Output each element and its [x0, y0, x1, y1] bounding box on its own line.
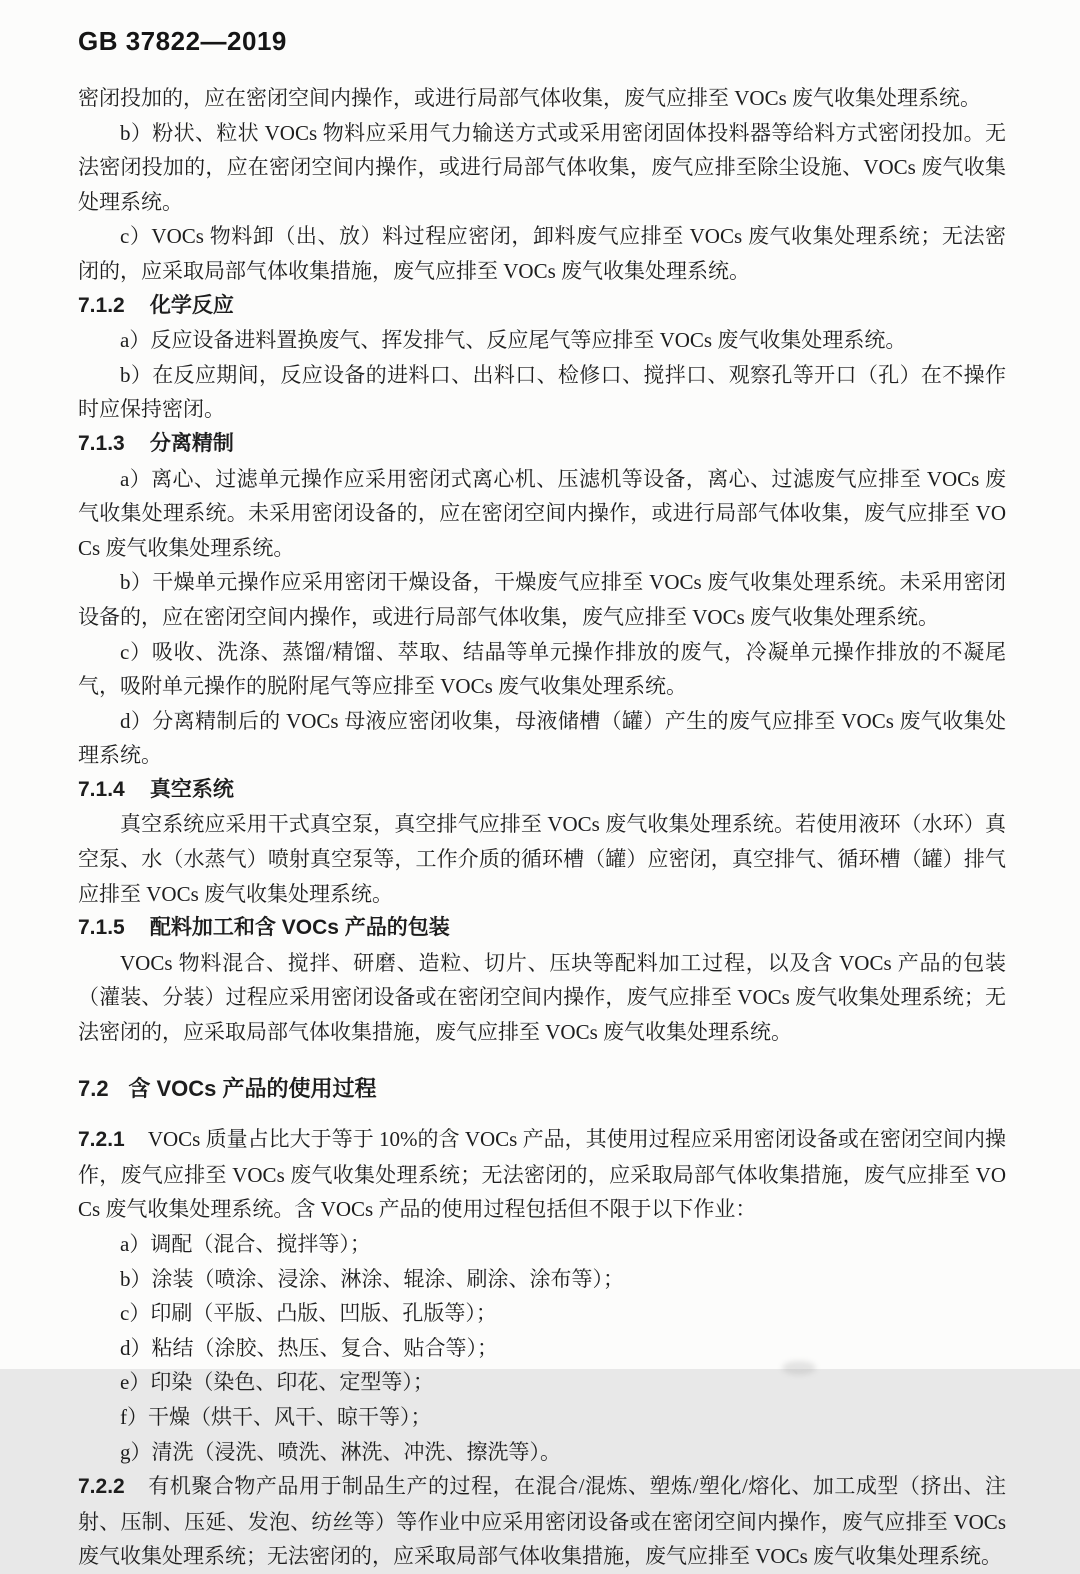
paragraph: b）干燥单元操作应采用密闭干燥设备，干燥废气应排至 VOCs 废气收集处理系统。未采用密闭设备的，应在密闭空间内操作，或进行局部气体收集，废气应排至 VOCs 废气收集处理系统。 [78, 570, 1006, 629]
paragraph: VOCs 物料混合、搅拌、研磨、造粒、切片、压块等配料加工过程，以及含 VOCs 产品的包装（灌装、分装）过程应采用密闭设备或在密闭空间内操作，废气应排至 VOCs 废气收集处理系统；无法密闭的，应采取局部气体收集措施，废气应排至 VOCs 废气收集处理系统。 [78, 950, 1006, 1045]
clause-heading: 7.1.2 化学反应 [78, 293, 234, 317]
paragraph: 7.2.2 有机聚合物产品用于制品生产的过程，在混合/混炼、塑炼/塑化/熔化、加工成型（挤出、注射、压制、压延、发泡、纺丝等）等作业中应采用密闭设备或在密闭空间内操作，废气应排至 VOCs 废气收集处理系统；无法密闭的，应采取局部气体收集措施，废气应排至 VOCs 废气收集处理系统。 [78, 1474, 1006, 1569]
scan-artifact [782, 1361, 816, 1375]
paragraph: b）涂装（喷涂、浸涂、淋涂、辊涂、刷涂、涂布等）； [120, 1266, 624, 1291]
paragraph: g）清洗（浸洗、喷洗、淋洗、冲洗、擦洗等）。 [120, 1439, 561, 1464]
paragraph: 密闭投加的，应在密闭空间内操作，或进行局部气体收集，废气应排至 VOCs 废气收集处理系统。 [78, 86, 982, 110]
paragraph: e）印染（染色、印花、定型等）； [120, 1370, 434, 1395]
paragraph: c）印刷（平版、凸版、凹版、孔版等）； [120, 1301, 497, 1326]
paragraph: d）粘结（涂胶、热压、复合、贴合等）； [120, 1335, 498, 1360]
paragraph: 真空系统应采用干式真空泵，真空排气应排至 VOCs 废气收集处理系统。若使用液环（水环）真空泵、水（水蒸气）喷射真空泵等，工作介质的循环槽（罐）应密闭，真空排气、循环槽（罐）排气应排至 VOCs 废气收集处理系统。 [78, 812, 1006, 906]
paragraph: c）VOCs 物料卸（出、放）料过程应密闭，卸料废气应排至 VOCs 废气收集处理系统；无法密闭的，应采取局部气体收集措施，废气应排至 VOCs 废气收集处理系统。 [78, 224, 1006, 283]
paragraph: b）在反应期间，反应设备的进料口、出料口、检修口、搅拌口、观察孔等开口（孔）在不操作时应保持密闭。 [78, 362, 1006, 422]
clause-number: 7.1.5 [78, 916, 125, 940]
paragraph: c）吸收、洗涤、蒸馏/精馏、萃取、结晶等单元操作排放的废气，冷凝单元操作排放的不凝尾气，吸附单元操作的脱附尾气等应排至 VOCs 废气收集处理系统。 [78, 639, 1006, 699]
clause-number: 7.1.2 [78, 293, 125, 317]
section-heading: 7.2 含 VOCs 产品的使用过程 [78, 1075, 377, 1101]
clause-number: 7.2.1 [78, 1128, 125, 1152]
paragraph: d）分离精制后的 VOCs 母液应密闭收集，母液储槽（罐）产生的废气应排至 VOCs 废气收集处理系统。 [78, 708, 1006, 768]
paragraph: f）干燥（烘干、风干、晾干等）； [120, 1404, 432, 1429]
paragraph: a）反应设备进料置换废气、挥发排气、反应尾气等应排至 VOCs 废气收集处理系统。 [120, 328, 907, 353]
clause-number: 7.2.2 [78, 1475, 125, 1499]
document-body [78, 81, 1006, 1574]
paragraph: 7.2.1 VOCs 质量占比大于等于 10%的含 VOCs 产品，其使用过程应采用密闭设备或在密闭空间内操作，废气应排至 VOCs 废气收集处理系统；无法密闭的，应采取局部气体收集措施，废气应排至 VOCs 废气收集处理系统。含 VOCs 产品的使用过程包括但不限于以下作业： [78, 1127, 1006, 1222]
clause-heading: 7.1.5 配料加工和含 VOCs 产品的包装 [78, 916, 450, 940]
clause-heading: 7.1.4 真空系统 [78, 777, 234, 801]
clause-number: 7.2 [78, 1075, 109, 1101]
clause-heading: 7.1.3 分离精制 [78, 431, 234, 455]
paragraph: b）粉状、粒状 VOCs 物料应采用气力输送方式或采用密闭固体投料器等给料方式密闭投加。无法密闭投加的，应在密闭空间内操作，或进行局部气体收集，废气应排至除尘设施、VOCs 废气收集处理系统。 [78, 120, 1006, 214]
paragraph: a）调配（混合、搅拌等）； [120, 1232, 371, 1256]
standard-number-header: GB 37822—2019 [78, 26, 287, 56]
clause-number: 7.1.4 [78, 777, 125, 801]
clause-number: 7.1.3 [78, 431, 125, 455]
paragraph: a）离心、过滤单元操作应采用密闭式离心机、压滤机等设备，离心、过滤废气应排至 VOCs 废气收集处理系统。未采用密闭设备的，应在密闭空间内操作，或进行局部气体收集，废气应排至 VOCs 废气收集处理系统。 [78, 466, 1006, 560]
